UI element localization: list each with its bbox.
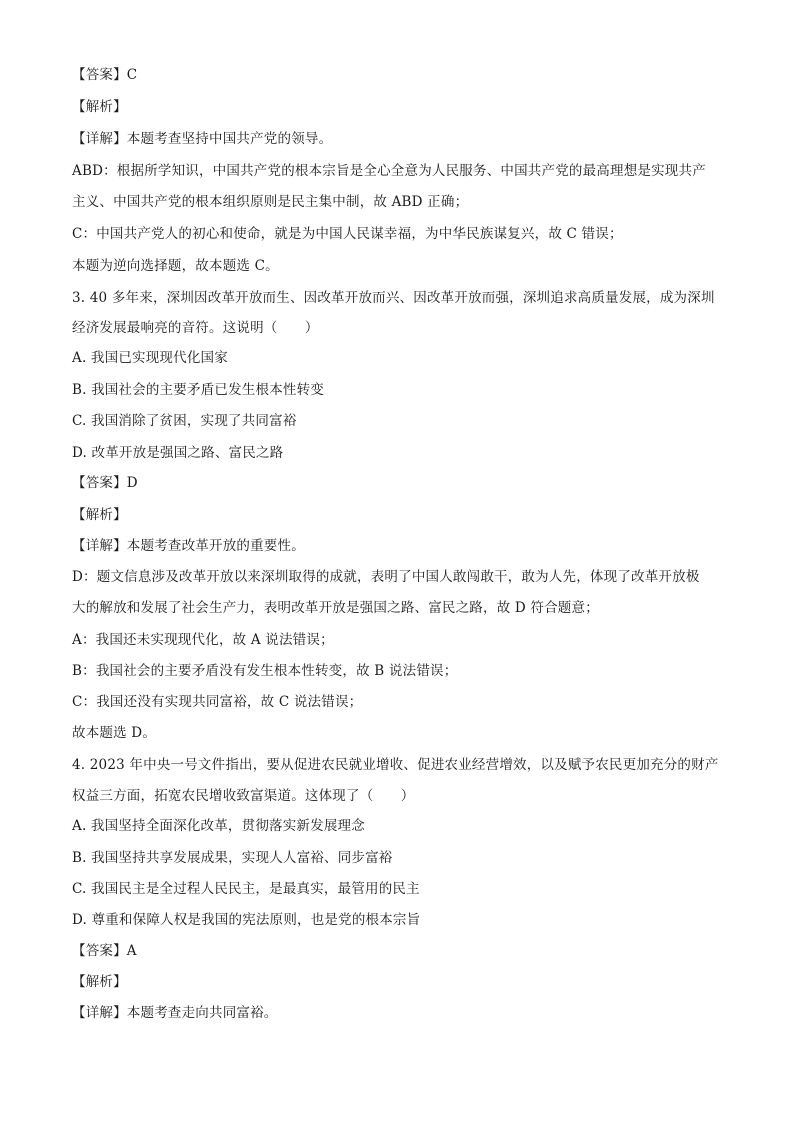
- q2-conclusion: 本题为逆向选择题，故本题选 C。: [72, 258, 279, 274]
- q4-option-d: D. 尊重和保障人权是我国的宪法原则，也是党的根本宗旨: [72, 912, 421, 928]
- q3-option-a: A. 我国已实现现代化国家: [72, 350, 228, 366]
- q3-stem-line1: 3. 40 多年来，深圳因改革开放而生、因改革开放而兴、因改革开放而强，深圳追求高质量发展，成为深圳: [72, 290, 715, 306]
- q2-analysis-heading: 【解析】: [72, 99, 127, 115]
- q4-analysis-heading: 【解析】: [72, 974, 127, 990]
- q2-answer: 【答案】C: [72, 67, 138, 83]
- q4-detail: 【详解】本题考查走向共同富裕。: [72, 1005, 278, 1021]
- q4-option-b: B. 我国坚持共享发展成果，实现人人富裕、同步富裕: [72, 850, 393, 866]
- q2-explain-c: C：中国共产党人的初心和使命，就是为中国人民谋幸福，为中华民族谋复兴，故 C 错误；: [72, 226, 623, 242]
- q4-stem-line2: 权益三方面，拓宽农民增收致富渠道。这体现了（ ）: [72, 788, 415, 804]
- q4-option-a: A. 我国坚持全面深化改革，贯彻落实新发展理念: [72, 818, 365, 834]
- q3-conclusion: 故本题选 D。: [72, 725, 157, 741]
- q2-detail: 【详解】本题考查坚持中国共产党的领导。: [72, 131, 333, 147]
- q3-detail: 【详解】本题考查改革开放的重要性。: [72, 538, 305, 554]
- q2-explain-abd-line1: ABD：根据所学知识，中国共产党的根本宗旨是全心全意为人民服务、中国共产党的最高理想是实现共产: [72, 163, 706, 179]
- q3-option-d: D. 改革开放是强国之路、富民之路: [72, 445, 284, 461]
- q4-option-c: C. 我国民主是全过程人民民主，是最真实，最管用的民主: [72, 881, 420, 897]
- q4-answer: 【答案】A: [72, 943, 137, 959]
- q3-explain-d-line1: D：题文信息涉及改革开放以来深圳取得的成就，表明了中国人敢闯敢干，敢为人先，体现了改革开放极: [72, 569, 700, 585]
- q3-stem-line2: 经济发展最响亮的音符。这说明（ ）: [72, 320, 319, 336]
- q3-option-c: C. 我国消除了贫困，实现了共同富裕: [72, 413, 297, 429]
- q3-explain-d-line2: 大的解放和发展了社会生产力，表明改革开放是强国之路、富民之路，故 D 符合题意；: [72, 600, 599, 616]
- q4-stem-line1: 4. 2023 年中央一号文件指出，要从促进农民就业增收、促进农业经营增效，以及赋予农民更加充分的财产: [72, 757, 719, 773]
- q2-explain-abd-line2: 主义、中国共产党的根本组织原则是民主集中制，故 ABD 正确；: [72, 194, 469, 210]
- q3-answer: 【答案】D: [72, 475, 138, 491]
- q3-explain-c: C：我国还没有实现共同富裕，故 C 说法错误；: [72, 694, 363, 710]
- q3-option-b: B. 我国社会的主要矛盾已发生根本性转变: [72, 382, 325, 398]
- q3-explain-b: B：我国社会的主要矛盾没有发生根本性转变，故 B 说法错误；: [72, 663, 458, 679]
- q3-analysis-heading: 【解析】: [72, 507, 127, 523]
- q3-explain-a: A：我国还未实现现代化，故 A 说法错误；: [72, 632, 334, 648]
